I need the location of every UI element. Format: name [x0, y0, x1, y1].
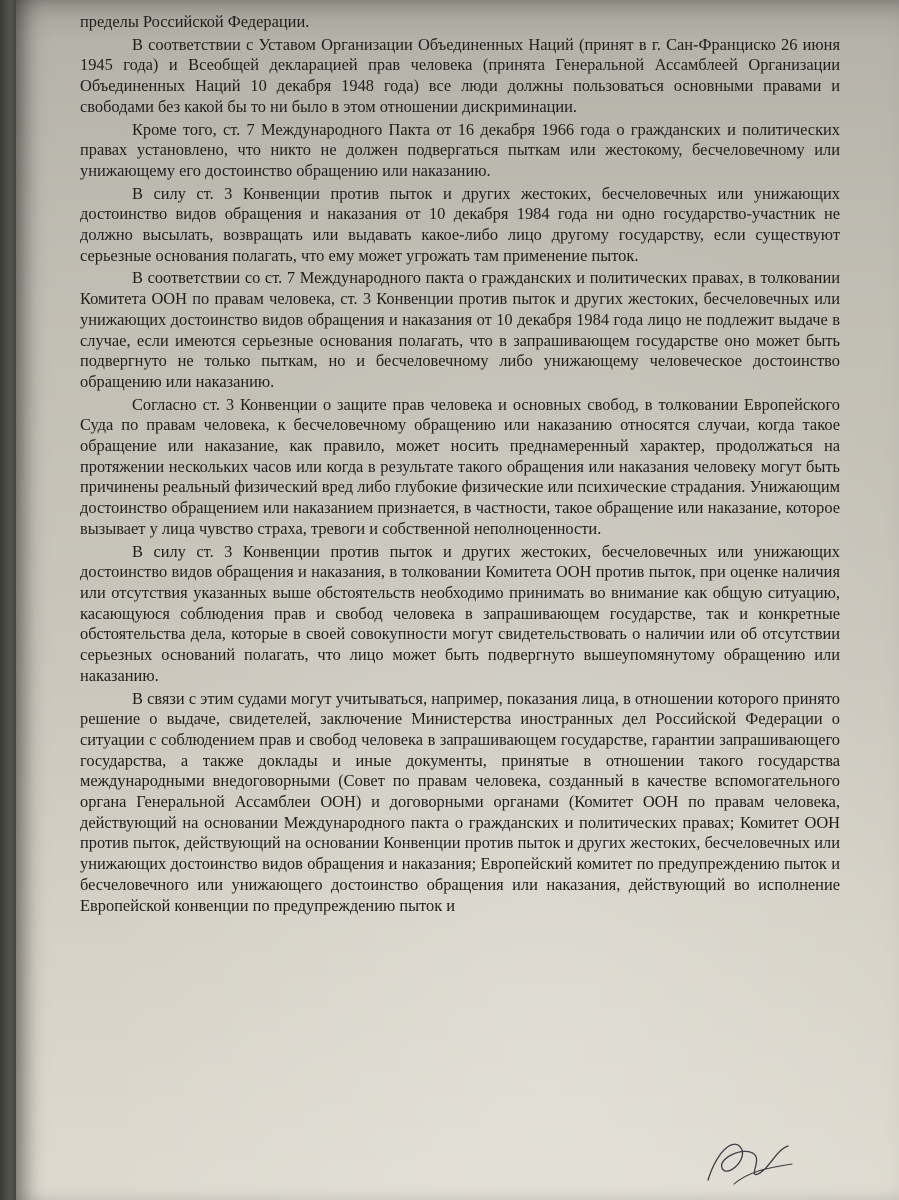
paragraph-covenant-art7: Кроме того, ст. 7 Международного Пакта от 16 декабря 1966 года о гражданских и политических правах установлено, что никто не должен подвергаться пыткам или жестокому, бесчеловечному или унижающему его достоинство обращению или наказанию.: [80, 119, 840, 180]
paper-sheet: [16, 0, 899, 1200]
paragraph-european-court: Согласно ст. 3 Конвенции о защите прав человека и основных свобод, в толковании Европейского Суда по правам человека, к бесчеловечному обращению или наказанию относятся случаи, когда такое обращение или наказание, как правило, может носить преднамеренный характер, продолжаться на протяжении нескольких часов или когда в результате такого обращения или наказания человеку могут быть причинены реальный физический вред либо глубокие физические или психические страдания. Унижающим достоинство обращением или наказанием признается, в частности, такое обращение или наказание, которое вызывает у лица чувство страха, тревоги и собственной неполноценности.: [80, 394, 840, 538]
handwritten-signature: [696, 1128, 806, 1194]
paragraph-assessment: В силу ст. 3 Конвенции против пыток и других жестоких, бесчеловечных или унижающих достоинство видов обращения и наказания, в толковании Комитета ООН против пыток, при оценке наличия или отсутствия указанных выше обстоятельств необходимо принимать во внимание как общую ситуацию, касающуюся соблюдения прав и свобод человека в запрашивающем государстве, так и конкретные обстоятельства дела, которые в своей совокупности могут свидетельствовать о наличии или об отсутствии серьезных оснований полагать, что лицо может быть подвергнуто вышеупомянутому обращению или наказанию.: [80, 541, 840, 685]
paragraph-continuation: пределы Российской Федерации.: [80, 12, 310, 31]
paragraph-convention-art3: В силу ст. 3 Конвенции против пыток и других жестоких, бесчеловечных или унижающих достоинство видов обращения и наказания от 10 декабря 1984 года ни одно государство-участник не должно высылать, возвращать или выдавать какое-либо лицо другому государству, если существуют серьезные основания полагать, что ему может угрожать там применение пыток.: [80, 183, 840, 265]
document-text: [80, 12, 840, 916]
paragraph-un-charter: В соответствии с Уставом Организации Объединенных Наций (принят в г. Сан-Франциско 26 июня 1945 года) и Всеобщей декларацией прав человека (принята Генеральной Ассамблеей Организации Объединенных Наций 10 декабря 1948 года) все люди должны пользоваться основными правами и свободами без какой бы то ни было в этом отношении дискриминации.: [80, 34, 840, 116]
paragraph-evidence: В связи с этим судами могут учитываться, например, показания лица, в отношении которого принято решение о выдаче, свидетелей, заключение Министерства иностранных дел Российской Федерации о ситуации с соблюдением прав и свобод человека в запрашивающем государстве, гарантии запрашивающего государства, а также доклады и иные документы, принятые в отношении такого государства международными внедоговорными (Совет по правам человека, созданный в качестве вспомогательного органа Генеральной Ассамблеи ООН) и договорными органами (Комитет ООН по правам человека, действующий на основании Международного пакта о гражданских и политических правах; Комитет ООН против пыток, действующий на основании Конвенции против пыток и других жестоких, бесчеловечных или унижающих достоинство видов обращения и наказания; Европейский комитет по предупреждению пыток и бесчеловечного или унижающего достоинство обращения или наказания, действующий во исполнение Европейской конвенции по предупреждению пыток и: [80, 688, 840, 915]
paragraph-extradition-grounds: В соответствии со ст. 7 Международного пакта о гражданских и политических правах, в толковании Комитета ООН по правам человека, ст. 3 Конвенции против пыток и других жестоких, бесчеловечных или унижающих достоинство видов обращения и наказания от 10 декабря 1984 года лицо не подлежит выдаче в случае, если имеются серьезные основания полагать, что в запрашивающем государстве оно может быть подвергнуто не только пыткам, но и бесчеловечному либо унижающему человеческое достоинство обращению или наказанию.: [80, 268, 840, 391]
